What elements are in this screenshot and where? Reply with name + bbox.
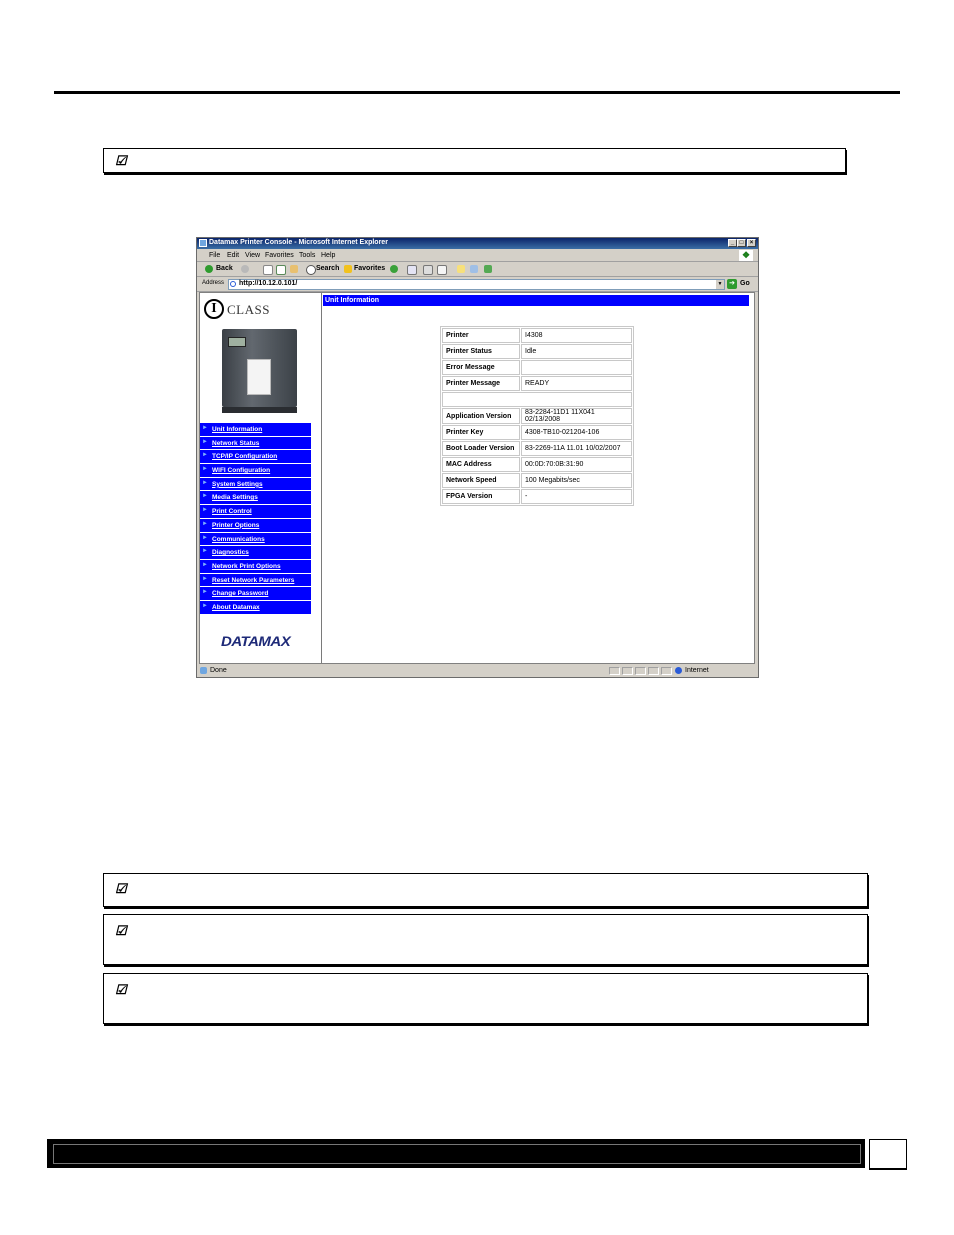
arrow-right-icon: ► [202, 452, 208, 459]
home-icon[interactable] [290, 265, 298, 273]
sidebar-item-label[interactable]: TCP/IP Configuration [212, 453, 278, 461]
row-value: 83-2284-11D1 11X041 02/13/2008 [521, 408, 632, 424]
go-arrow-icon[interactable]: ➔ [727, 279, 737, 289]
menu-help[interactable]: Help [321, 252, 336, 259]
row-value: 100 Megabits/sec [521, 473, 632, 488]
sidebar-item-network-status[interactable] [200, 437, 311, 451]
table-row [442, 473, 632, 488]
printer-label-stock [247, 359, 271, 395]
edit-icon[interactable] [437, 265, 447, 275]
arrow-right-icon: ► [202, 589, 208, 596]
table-row [442, 360, 632, 375]
row-spacer [442, 392, 632, 407]
sidebar-item-print-control[interactable] [200, 505, 311, 519]
sidebar-item-label[interactable]: Network Status [212, 439, 260, 447]
menu-tools[interactable]: Tools [299, 252, 316, 259]
page-icon [230, 281, 236, 287]
address-bar [197, 277, 758, 292]
arrow-right-icon: ► [202, 548, 208, 555]
arrow-right-icon: ► [202, 520, 208, 527]
address-url[interactable]: http://10.12.0.101/ [239, 280, 298, 287]
table-row [442, 328, 632, 343]
status-segment [648, 667, 659, 675]
back-arrow-icon[interactable] [205, 265, 213, 273]
sidebar-item-label[interactable]: Reset Network Parameters [212, 576, 295, 584]
table-row [442, 408, 632, 424]
favorites-star-icon[interactable] [344, 265, 352, 273]
checkbox-icon: ☑ [115, 153, 127, 168]
sidebar-item-label[interactable]: About Datamax [212, 603, 260, 611]
printer-image [222, 329, 297, 407]
note-box-4 [103, 973, 868, 1024]
print-icon[interactable] [423, 265, 433, 275]
row-key: Printer [442, 328, 520, 343]
arrow-right-icon: ► [202, 534, 208, 541]
chevron-down-icon[interactable]: ▼ [717, 281, 723, 287]
iclass-logo-text: CLASS [227, 302, 270, 317]
sidebar-item-communications[interactable] [200, 533, 311, 547]
forward-arrow-icon[interactable] [241, 265, 249, 273]
sidebar-item-label[interactable]: Change Password [212, 590, 269, 598]
sidebar-item-label[interactable]: Printer Options [212, 521, 260, 529]
internet-zone-icon [675, 667, 682, 674]
page-done-icon [200, 667, 207, 674]
section-title: Unit Information [325, 297, 380, 304]
row-value: 00:0D:70:0B:31:90 [521, 457, 632, 472]
maximize-icon[interactable]: □ [737, 239, 746, 247]
status-bar [197, 666, 758, 677]
row-value: I4308 [521, 328, 632, 343]
mail-icon[interactable] [407, 265, 417, 275]
sidebar-nav [200, 423, 311, 615]
sidebar-item-about-datamax[interactable] [200, 601, 311, 615]
windows-logo-icon: ❖ [739, 250, 753, 261]
address-input[interactable] [228, 279, 725, 290]
title-bar [197, 238, 758, 249]
sidebar-item-label[interactable]: System Settings [212, 480, 263, 488]
sidebar-item-label[interactable]: Communications [212, 535, 265, 543]
sidebar-item-label[interactable]: WIFI Configuration [212, 467, 271, 475]
sidebar-item-network-print-options[interactable] [200, 560, 311, 574]
arrow-right-icon: ► [202, 507, 208, 514]
row-value [521, 360, 632, 375]
row-key: Printer Key [442, 425, 520, 440]
sidebar-item-label[interactable]: Network Print Options [212, 562, 281, 570]
sidebar-item-tcpip-configuration[interactable] [200, 450, 311, 464]
sidebar-item-change-password[interactable] [200, 587, 311, 601]
checkbox-icon: ☑ [115, 923, 127, 938]
page-content [199, 292, 755, 664]
menu-edit[interactable]: Edit [227, 252, 240, 259]
arrow-right-icon: ► [202, 466, 208, 473]
table-row [442, 489, 632, 504]
row-key: Printer Message [442, 376, 520, 391]
sidebar-item-label[interactable]: Media Settings [212, 494, 258, 502]
row-key: Error Message [442, 360, 520, 375]
browser-window [196, 237, 759, 678]
iclass-logo-icon: I [204, 299, 224, 319]
sidebar-item-printer-options[interactable] [200, 519, 311, 533]
sidebar-item-wifi-configuration[interactable] [200, 464, 311, 478]
research-icon[interactable] [470, 265, 478, 273]
sidebar-item-system-settings[interactable] [200, 478, 311, 492]
back-button[interactable]: Back [216, 265, 233, 272]
sidebar-item-unit-information[interactable] [200, 423, 311, 437]
arrow-right-icon: ► [202, 425, 208, 431]
sidebar-item-diagnostics[interactable] [200, 546, 311, 560]
table-row [442, 457, 632, 472]
sidebar [200, 293, 322, 663]
row-key: Application Version [442, 408, 520, 424]
row-value: READY [521, 376, 632, 391]
status-segment [635, 667, 646, 675]
row-key: Printer Status [442, 344, 520, 359]
unit-info-table [440, 326, 634, 506]
table-row [442, 392, 632, 407]
header-rule [54, 91, 900, 94]
row-key: MAC Address [442, 457, 520, 472]
favorites-button[interactable]: Favorites [354, 265, 386, 272]
note-box-2 [103, 873, 868, 907]
datamax-logo: DATAMAX [221, 633, 291, 650]
close-icon[interactable]: × [747, 239, 756, 247]
table-row [442, 376, 632, 391]
row-value: - [521, 489, 632, 504]
note-box-3 [103, 914, 868, 965]
printer-display [228, 337, 246, 347]
status-segment [609, 667, 620, 675]
page-number-box [869, 1139, 907, 1170]
arrow-right-icon: ► [202, 602, 208, 609]
menu-file[interactable]: File [209, 252, 221, 259]
footer-bar-inner [53, 1144, 861, 1164]
section-header [323, 295, 749, 306]
row-value: Idle [521, 344, 632, 359]
status-zone: Internet [685, 667, 709, 674]
search-icon[interactable] [306, 265, 316, 275]
table-row [442, 441, 632, 456]
row-value: 83-2269-11A 11.01 10/02/2007 [521, 441, 632, 456]
row-key: FPGA Version [442, 489, 520, 504]
arrow-right-icon: ► [202, 561, 208, 568]
ie-app-icon [199, 239, 207, 247]
window-title: Datamax Printer Console - Microsoft Internet Explorer [209, 239, 388, 246]
menu-view[interactable]: View [245, 252, 261, 259]
arrow-right-icon: ► [202, 575, 208, 582]
table-row [442, 344, 632, 359]
search-button[interactable]: Search [316, 265, 340, 272]
messenger-icon[interactable] [484, 265, 492, 273]
row-key: Boot Loader Version [442, 441, 520, 456]
arrow-right-icon: ► [202, 479, 208, 486]
checkbox-icon: ☑ [115, 982, 127, 997]
minimize-icon[interactable]: _ [728, 239, 737, 247]
refresh-icon[interactable] [276, 265, 286, 275]
row-key: Network Speed [442, 473, 520, 488]
checkbox-icon: ☑ [115, 881, 127, 896]
arrow-right-icon: ► [202, 438, 208, 445]
sidebar-item-media-settings[interactable] [200, 491, 311, 505]
history-icon[interactable] [390, 265, 398, 273]
footer-bar [47, 1139, 865, 1168]
toolbar [197, 262, 758, 277]
sidebar-item-label[interactable]: Unit Information [212, 426, 263, 433]
address-label: Address [202, 280, 225, 286]
row-value: 4308-TB10-021204-106 [521, 425, 632, 440]
sidebar-item-label[interactable]: Diagnostics [212, 549, 249, 557]
sidebar-item-label[interactable]: Print Control [212, 508, 252, 516]
menu-favorites[interactable]: Favorites [265, 252, 294, 259]
status-segment [661, 667, 672, 675]
sidebar-item-reset-network-parameters[interactable] [200, 574, 311, 588]
menu-bar [197, 250, 758, 262]
stop-icon[interactable] [263, 265, 273, 275]
table-row [442, 425, 632, 440]
status-segment [622, 667, 633, 675]
discuss-icon[interactable] [457, 265, 465, 273]
arrow-right-icon: ► [202, 493, 208, 500]
note-box-1 [103, 148, 846, 173]
status-text: Done [210, 667, 227, 674]
printer-base [222, 407, 297, 413]
go-button[interactable]: Go [740, 280, 750, 287]
